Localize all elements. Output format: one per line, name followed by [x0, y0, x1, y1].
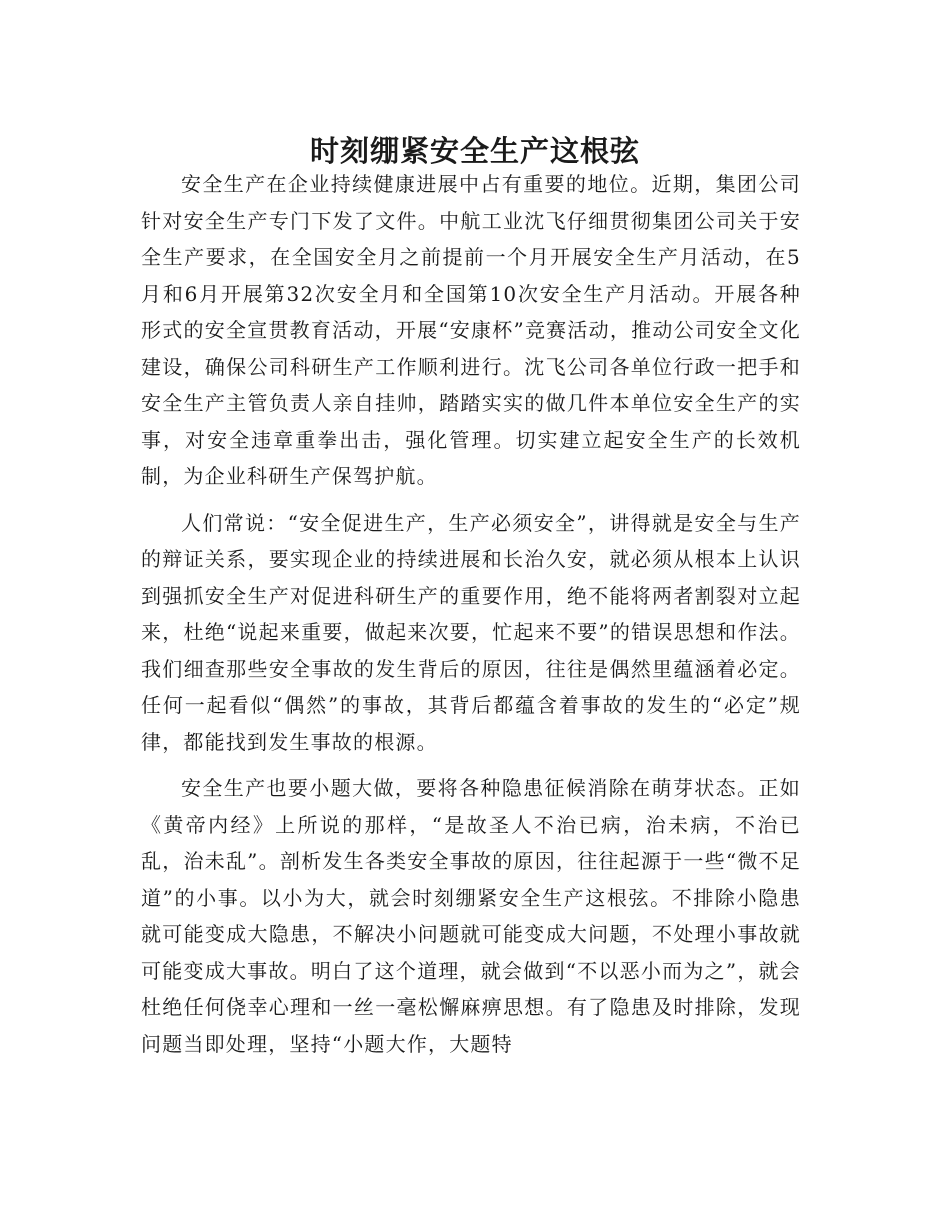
- document-title: 时刻绷紧安全生产这根弦: [309, 134, 640, 169]
- document-body: [141, 166, 801, 1072]
- paragraph-1: 安全生产在企业持续健康进展中占有重要的地位。近期，集团公司针对安全生产专门下发了文件。中航工业沈飞仔细贯彻集团公司关于安全生产要求，在全国安全月之前提前一个月开展安全生产月活动，在5月和6月开展第32次安全月和全国第10次安全生产月活动。开展各种形式的安全宣贯教育活动，开展“安康杯”竞赛活动，推动公司安全文化建设，确保公司科研生产工作顺利进行。沈飞公司各单位行政一把手和安全生产主管负责人亲自挂帅，踏踏实实的做几件本单位安全生产的实事，对安全违章重拳出击，强化管理。切实建立起安全生产的长效机制，为企业科研生产保驾护航。: [141, 172, 801, 488]
- paragraph-3: 安全生产也要小题大做，要将各种隐患征候消除在萌芽状态。正如《黄帝内经》上所说的那样，“是故圣人不治已病，治未病，不治已乱，治未乱”。剖析发生各类安全事故的原因，往往起源于一些“微不足道”的小事。以小为大，就会时刻绷紧安全生产这根弦。不排除小隐患就可能变成大隐患，不解决小问题就可能变成大问题，不处理小事故就可能变成大事故。明白了这个道理，就会做到“不以恶小而为之”，就会杜绝任何侥幸心理和一丝一毫松懈麻痹思想。有了隐患及时排除，发现问题当即处理，坚持“小题大作，大题特: [141, 776, 801, 1056]
- paragraph-2: 人们常说：“安全促进生产，生产必须安全”，讲得就是安全与生产的辩证关系，要实现企业的持续进展和长治久安，就必须从根本上认识到强抓安全生产对促进科研生产的重要作用，绝不能将两者割裂对立起来，杜绝“说起来重要，做起来次要，忙起来不要”的错误思想和作法。我们细查那些安全事故的发生背后的原因，往往是偶然里蕴涵着必定。任何一起看似“偶然”的事故，其背后都蕴含着事故的发生的“必定”规律，都能找到发生事故的根源。: [141, 510, 801, 754]
